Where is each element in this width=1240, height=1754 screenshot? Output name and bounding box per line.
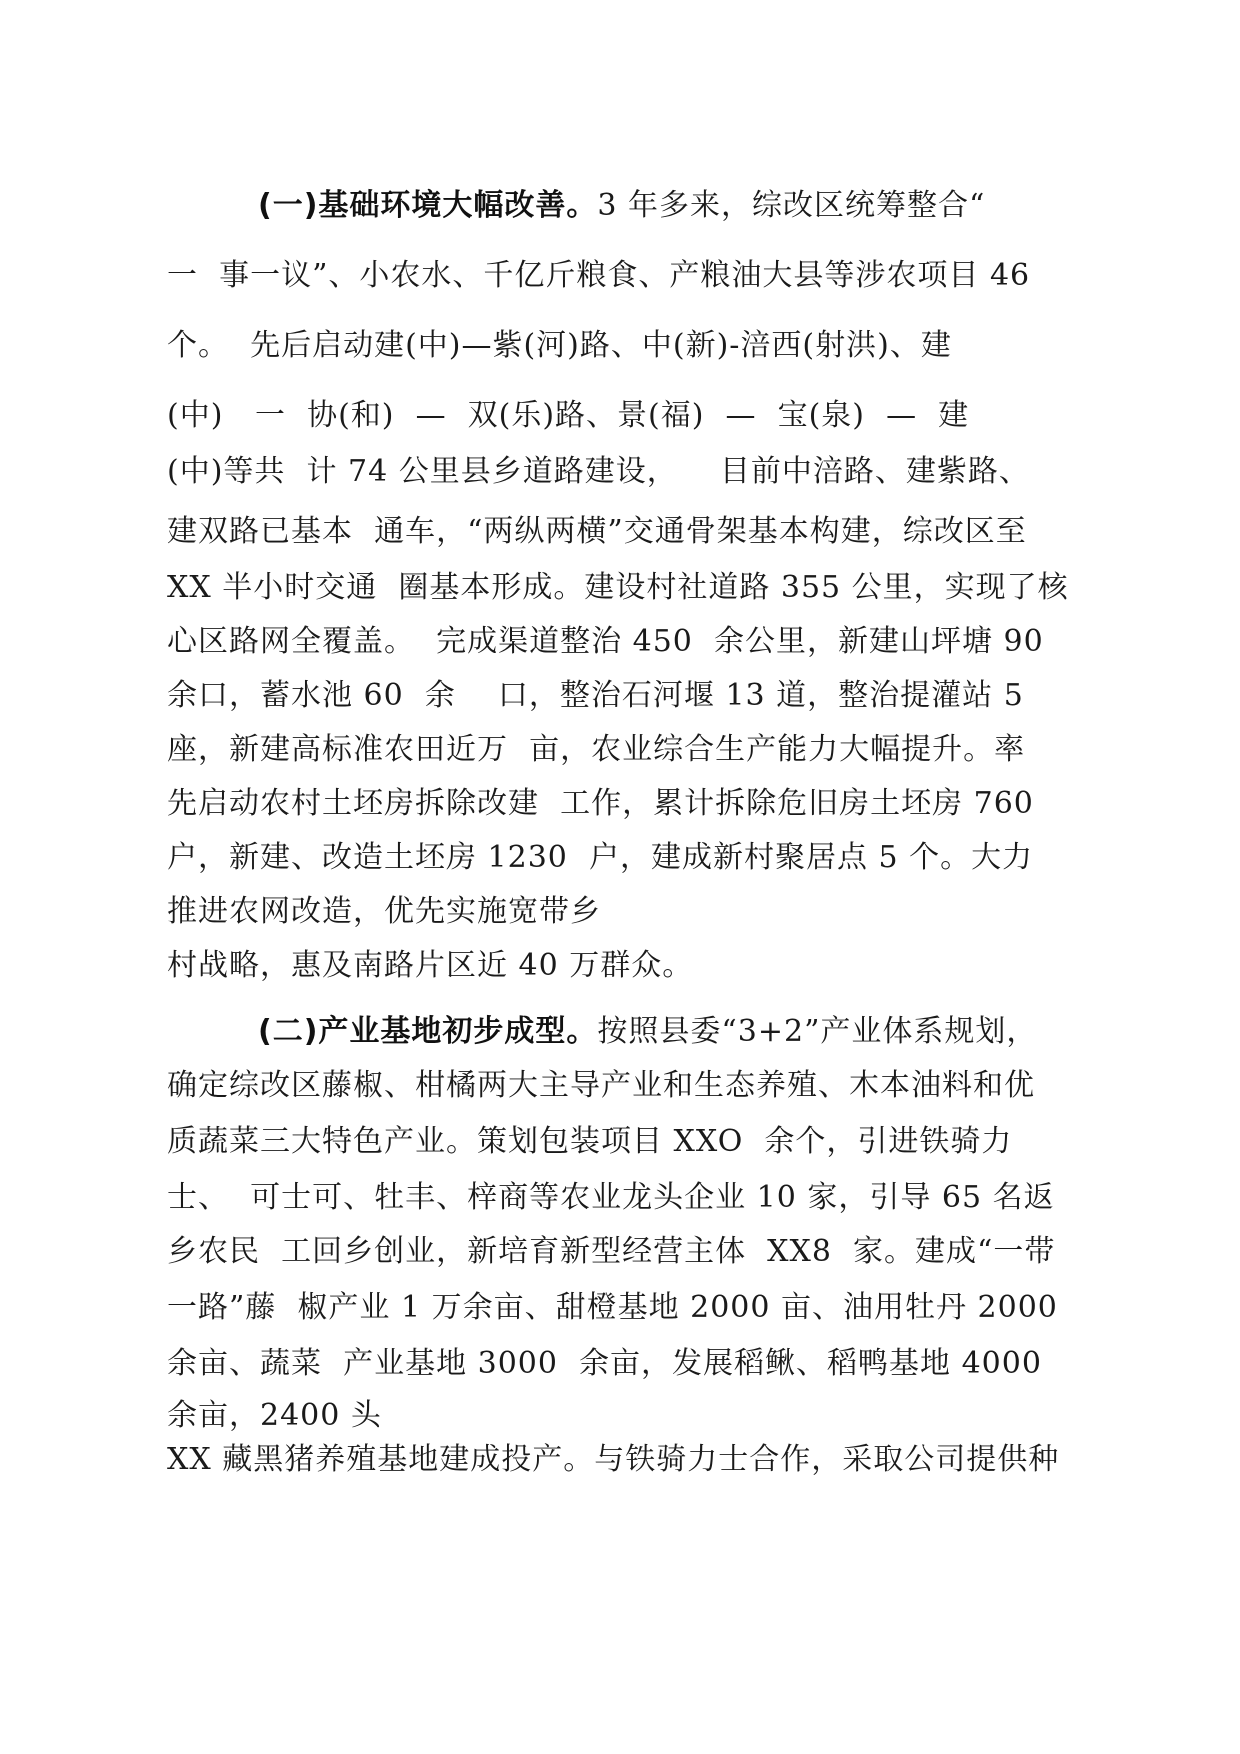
section1-line-12: 推进农网改造，优先实施宽带乡: [167, 894, 601, 929]
section1-line-7: 心区路网全覆盖。 完成渠道整治 450 余公里，新建山坪塘 90: [167, 624, 1044, 659]
section1-line-8: 余口，蓄水池 60 余 口，整治石河堰 13 道，整治提灌站 5: [167, 678, 1024, 713]
section2-line-2: 质蔬菜三大特色产业。策划包装项目 XXO 余个，引进铁骑力: [167, 1124, 1013, 1159]
section2-first-line: [258, 1012, 1037, 1052]
section1-line-10: 先启动农村土坯房拆除改建 工作，累计拆除危旧房土坯房 760: [167, 786, 1034, 821]
section2-heading: (二)产业基地初步成型。: [258, 1014, 598, 1049]
section1-line-9: 座，新建高标准农田近万 亩，农业综合生产能力大幅提升。率: [167, 732, 1026, 767]
section2-line-4: 乡农民 工回乡创业，新培育新型经营主体 XX8 家。建成“一带: [167, 1234, 1056, 1269]
section1-line-5: 建双路已基本 通车，“两纵两横”交通骨架基本构建，综改区至: [167, 514, 1027, 549]
section2-first-line-text: 按照县委“3+2”产业体系规划，: [597, 1014, 1038, 1049]
section1-line-11: 户，新建、改造土坯房 1230 户，建成新村聚居点 5 个。大力: [167, 840, 1034, 875]
section1-first-line-text: 3 年多来，综改区统筹整合“: [597, 188, 986, 223]
section2-line-5: 一路”藤 椒产业 1 万余亩、甜橙基地 2000 亩、油用牡丹 2000: [167, 1290, 1058, 1325]
section2-line-8: XX 藏黑猪养殖基地建成投产。与铁骑力士合作，采取公司提供种: [167, 1442, 1060, 1477]
section1-line-1: 一 事一议”、小农水、千亿斤粮食、产粮油大县等涉农项目 46: [167, 258, 1031, 293]
section2-line-1: 确定综改区藤椒、柑橘两大主导产业和生态养殖、木本油料和优: [167, 1068, 1035, 1103]
section2-line-7: 余亩，2400 头: [167, 1398, 382, 1433]
section1-first-line: [258, 186, 985, 226]
section1-line-13: 村战略，惠及南路片区近 40 万群众。: [167, 948, 694, 983]
section1-line-3: (中) 一 协(和) — 双(乐)路、景(福) — 宝(泉) — 建: [167, 398, 970, 433]
section2-line-6: 余亩、蔬菜 产业基地 3000 余亩，发展稻鳅、稻鸭基地 4000: [167, 1346, 1042, 1381]
section1-line-6: XX 半小时交通 圈基本形成。建设村社道路 355 公里，实现了核: [167, 570, 1069, 605]
section1-heading: (一)基础环境大幅改善。: [258, 188, 598, 223]
section1-line-4: (中)等共 计 74 公里县乡道路建设， 目前中涪路、建紫路、: [167, 454, 1030, 489]
section2-line-3: 士、 可士可、牡丰、梓商等农业龙头企业 10 家，引导 65 名返: [167, 1180, 1055, 1215]
section1-line-2: 个。 先后启动建(中)—紫(河)路、中(新)-涪西(射洪)、建: [167, 328, 952, 363]
